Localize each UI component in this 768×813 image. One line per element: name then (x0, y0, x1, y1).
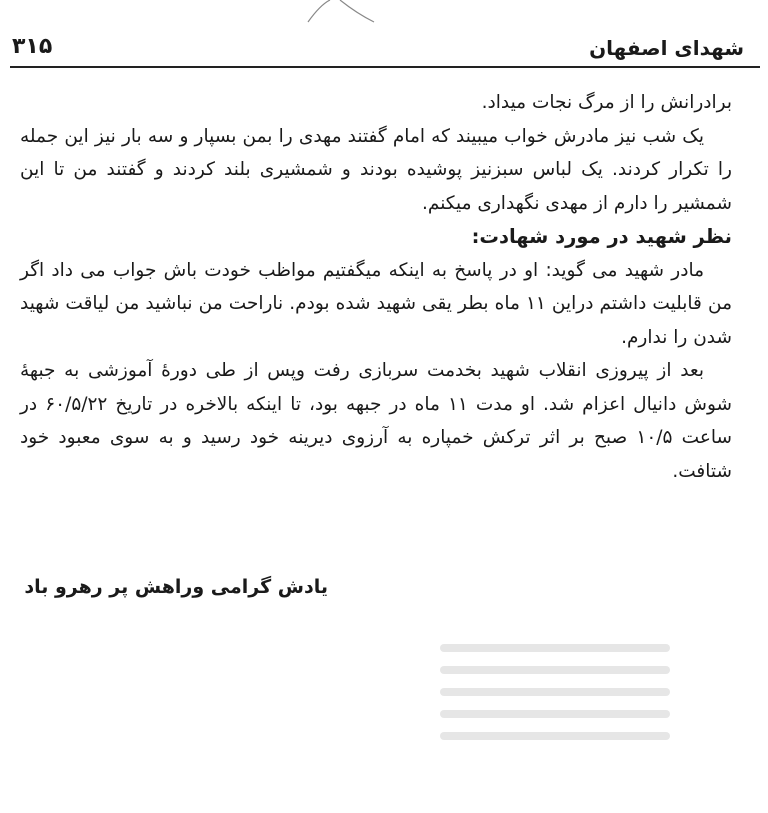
paragraph-2: یک شب نیز مادرش خواب میبیند که امام گفتند مهدی را بمن بسپار و سه بار نیز این جمله را تکرار کردند. یک لباس سبزنیز پوشیده بودند و شمشیری بلند کردند و گفتند من تا این شمشیر را دارم از مهدی نگهداری میکنم. (20, 125, 732, 214)
body-text (20, 86, 732, 488)
top-scribble-mark (300, 0, 380, 26)
paragraph-4: بعد از پیروزی انقلاب شهید بخدمت سربازی رفت وپس از طی دورهٔ آموزشی به جبههٔ شوش دانیال اعزام شد. او مدت ۱۱ ماه در جبهه بود، تا اینکه بالاخره در تاریخ ۶۰/۵/۲۲ در ساعت ۱۰/۵ صبح بر اثر ترکش خمپاره به آرزوی دیرینه خود رسید و به سوی معبود خود شتافت. (20, 360, 733, 482)
paragraph-1: برادرانش را از مرگ نجات میداد. (481, 92, 732, 113)
running-header-title: شهدای اصفهان (589, 36, 744, 60)
paragraph-3: مادر شهید می گوید: او در پاسخ به اینکه میگفتیم مواظب خودت باش جواب می داد اگر من قابلیت داشتم دراین ۱۱ ماه بطر یقی شهید شده بودم. ناراحت من نباشید من لیاقت شهید شدن را ندارم. (20, 259, 732, 348)
closing-line: یادش گرامی وراهش پر رهرو باد (24, 576, 328, 598)
section-heading: نظر شهید در مورد شهادت: (471, 225, 732, 248)
show-through-bleed (440, 630, 670, 780)
header-divider (10, 66, 760, 68)
page-number: ۳۱۵ (12, 34, 53, 59)
